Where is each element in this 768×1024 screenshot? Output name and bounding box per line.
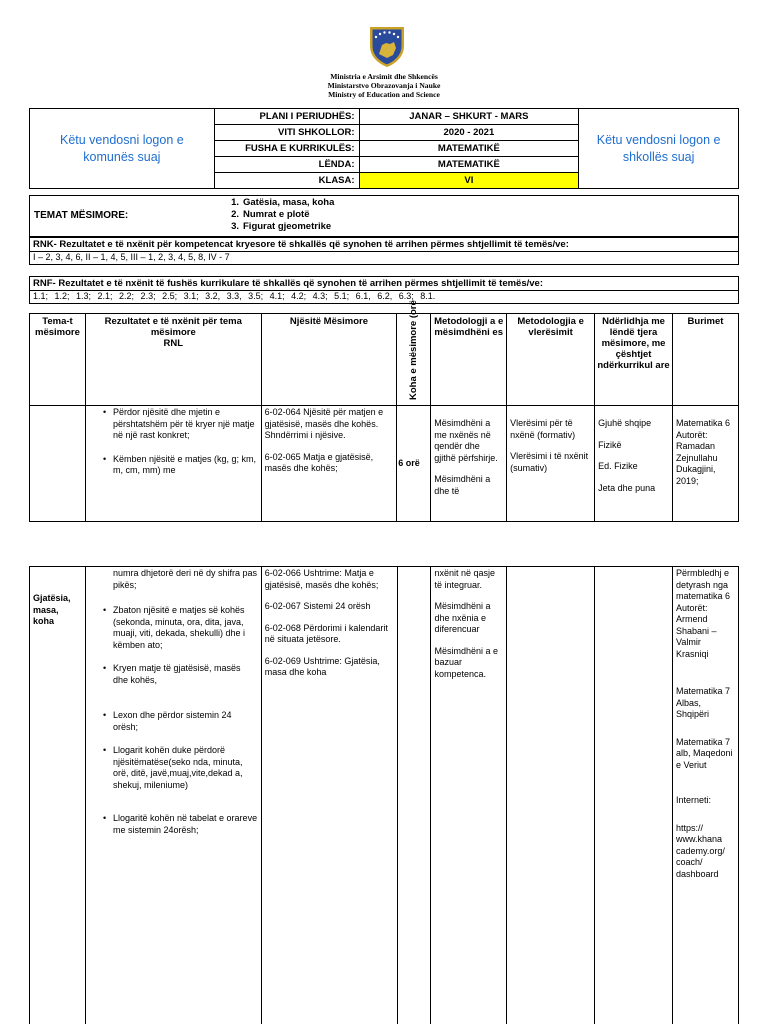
curriculum-area-value: MATEMATIKË: [359, 141, 579, 157]
units-cell: [261, 406, 397, 522]
source-item: Matematika 7 Albas, Shqipëri: [675, 686, 731, 719]
ministry-name-en: Ministry of Education and Science: [328, 90, 440, 99]
method-item: Mësimdhëni a e bazuar kompetenca.: [434, 645, 499, 679]
rnf-section: [29, 276, 739, 304]
links-cell: [595, 406, 673, 522]
grade-label: KLASA:: [214, 173, 359, 189]
source-item: Matematika 6 Autorët: Ramadan Zejnullahu Dukagjini, 2019;: [675, 418, 731, 486]
period-label: PLANI I PERIUDHËS:: [214, 109, 359, 125]
time-cell: [397, 567, 431, 1024]
school-year-label: VITI SHKOLLOR:: [214, 125, 359, 141]
method-item: Mësimdhëni a dhe të: [434, 474, 491, 496]
method-item: Mësimdhëni a me nxënës në qendër dhe gjithë përfshirje.: [434, 418, 498, 463]
topic-item: 3. Figurat gjeometrike: [231, 221, 332, 232]
assessment-item: Vlerësimi i të nxënit (sumativ): [510, 451, 589, 473]
rnf-value: 1.1; 1.2; 1.3; 2.1; 2.2; 2.3; 2.5; 3.1; 3.2, 3.3, 3.5; 4.1; 4.2; 4.3; 5.1; 6.1, 6.2, 6.3; 8.1.: [33, 291, 436, 301]
method-item: nxënit në qasje të integruar.: [434, 568, 496, 590]
col-methodology-header: Metodologji a e mësimdhëni es: [431, 314, 507, 406]
plan-table-continued: [29, 566, 739, 1024]
source-item: Matematika 7 alb, Maqedoni e Veriut: [675, 736, 733, 770]
col-rnl-header: Rezultatet e të nxënit për tema mësimore RNL: [85, 314, 261, 406]
rnk-section: [29, 237, 739, 265]
method-item: Mësimdhëni a dhe nxënia e diferencuar: [434, 601, 491, 634]
link-item: Ed. Fizike: [598, 461, 638, 471]
link-item: Jeta dhe puna: [598, 482, 656, 493]
col-units-header: Njësitë Mësimore: [261, 314, 397, 406]
curriculum-area-label: FUSHA E KURRIKULËS:: [214, 141, 359, 157]
col-links-header: Ndërlidhja me lëndë tjera mësimore, me çështjet ndërkurrikul are: [595, 314, 673, 406]
rnl-cell: [85, 406, 261, 522]
ministry-name-sr: Ministarstvo Obrazovanja i Nauke: [327, 81, 441, 90]
methodology-cell: [431, 567, 507, 1024]
rnk-value: I – 2, 3, 4, 6, II – 1, 4, 5, III – 1, 2, 3, 4, 5, 8, IV - 7: [33, 252, 230, 262]
unit-item: 6-02-067 Sistemi 24 orësh: [264, 601, 371, 611]
grade-value: VI: [359, 173, 579, 189]
rnl-item: • Përdor njësitë dhe mjetin e përshtatshëm për të kryer një matje në një rast konkret;: [103, 407, 258, 442]
unit-item: 6-02-069 Ushtrime: Gjatësia, masa dhe koha: [264, 655, 380, 677]
municipality-logo-placeholder: Këtu vendosni logon e komunës suaj: [30, 109, 215, 189]
topics-section: [29, 195, 739, 237]
rnl-item: • Llogarit kohën duke përdorë njësitëmatëse(seko nda, minuta, orë, ditë, javë,muaj,vite,dekad a, shekuj, mileniume): [103, 745, 258, 791]
topic-item: 1. Gatësia, masa, koha: [231, 197, 335, 208]
rnf-title: RNF- Rezultatet e të nxënit të fushës kurrikulare të shkallës që synohen të arrihen përmes shtjellimit të temës/ve:: [30, 277, 738, 291]
rnl-item: • Llogaritë kohën në tabelat e orareve me sistemin 24orësh;: [103, 813, 258, 836]
ministry-heading: [0, 72, 768, 99]
topic-item: 2. Numrat e plotë: [231, 209, 310, 220]
col-time-header: Koha e mësimore (orë: [397, 314, 431, 406]
unit-item: 6-02-068 Përdorimi i kalendarit në situata jetësore.: [264, 622, 388, 644]
link-item: Gjuhë shqipe: [598, 418, 652, 428]
col-sources-header: Burimet: [672, 314, 738, 406]
plan-header-table: [29, 108, 739, 189]
rnl-item: • Lexon dhe përdor sistemin 24 orësh;: [103, 710, 258, 733]
kosovo-crest-icon: [367, 24, 407, 68]
sources-cell: [672, 406, 738, 522]
assessment-cell: [507, 406, 595, 522]
unit-item: 6-02-066 Ushtrime: Matja e gjatësisë, masës dhe kohës;: [264, 568, 379, 590]
period-value: JANAR – SHKURT - MARS: [359, 109, 579, 125]
school-year-value: 2020 - 2021: [359, 125, 579, 141]
topic-cell: [30, 406, 86, 522]
subject-label: LËNDA:: [214, 157, 359, 173]
unit-item: 6-02-065 Matja e gjatësisë, masës dhe kohës;: [264, 451, 374, 473]
topics-label: TEMAT MËSIMORE:: [34, 210, 129, 221]
assessment-item: Vlerësimi për të nxënë (formativ): [510, 418, 576, 440]
topics-list: [225, 197, 334, 233]
rnl-cell: [85, 567, 261, 1024]
rnl-continued: numra dhjetorë deri në dy shifra pas pikës;: [112, 568, 258, 590]
source-link[interactable]: https:// www.khana cademy.org/ coach/ dashboard: [675, 822, 725, 879]
units-cell: [261, 567, 397, 1024]
plan-table: [29, 300, 739, 522]
source-item: Përmbledhj e detyrash nga matematika 6 Autorët: Armend Shabani – Valmir Krasniqi: [675, 568, 731, 659]
rnk-title: RNK- Rezultatet e të nxënit për kompetencat kryesore të shkallës që synohen të arrihen përmes shtjellimit të temës/ve:: [30, 238, 738, 252]
assessment-cell: [507, 567, 595, 1024]
source-item: Interneti:: [675, 795, 712, 805]
school-logo-placeholder: Këtu vendosni logon e shkollës suaj: [579, 109, 739, 189]
links-cell: [595, 567, 673, 1024]
ministry-name-sq: Ministria e Arsimit dhe Shkencës: [330, 72, 438, 81]
col-assessment-header: Metodologjia e vlerësimit: [507, 314, 595, 406]
topic-cell: Gjatësia, masa, koha: [30, 567, 86, 1024]
rnl-item: • Kryen matje të gjatësisë, masës dhe kohës,: [103, 663, 258, 686]
subject-value: MATEMATIKË: [359, 157, 579, 173]
rnl-item: • Zbaton njësitë e matjes së kohës (sekonda, minuta, ora, dita, java, muaji, viti, dekada, shekulli) dhe i këmben ato;: [103, 605, 258, 651]
methodology-cell: [431, 406, 507, 522]
sources-cell: [672, 567, 738, 1024]
rnl-item: • Këmben njësitë e matjes (kg, g; km, m, cm, mm) me: [103, 454, 258, 477]
col-topics-header: Tema-t mësimore: [30, 314, 86, 406]
unit-item: 6-02-064 Njësitë për matjen e gjatësisë, masës dhe kohës. Shndërrimi i njësive.: [264, 407, 384, 440]
link-item: Fizikë: [598, 439, 622, 450]
time-cell: 6 orë: [397, 406, 431, 522]
